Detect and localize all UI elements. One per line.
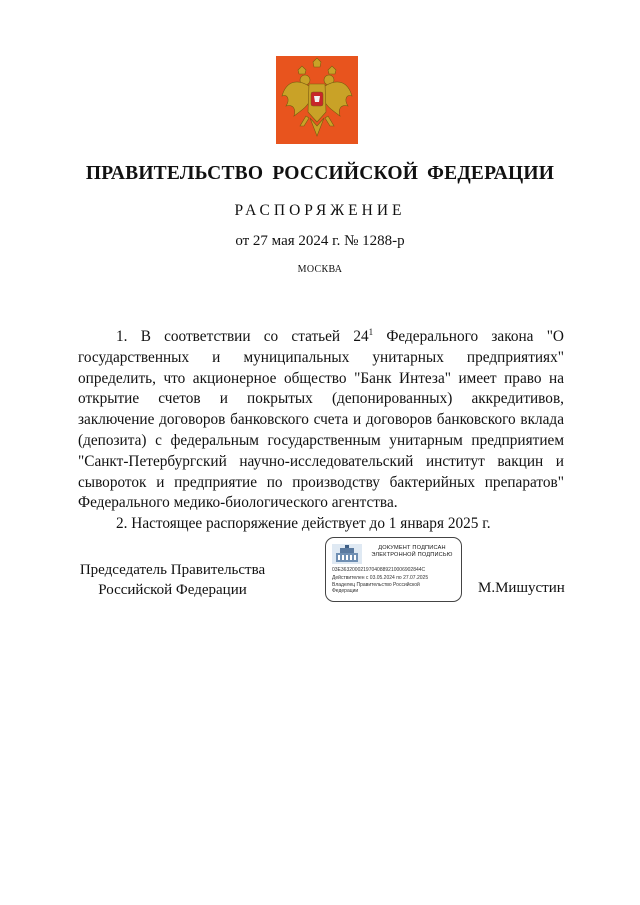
- stamp-title: [366, 545, 458, 559]
- government-building-icon: [332, 544, 362, 564]
- document-place: МОСКВА: [297, 264, 343, 275]
- signatory-position: [60, 560, 285, 600]
- paragraph-1-start: 1. В соответствии со статьей 24: [116, 328, 369, 345]
- coat-of-arms-emblem: [276, 56, 358, 144]
- stamp-title-line-2: ЭЛЕКТРОННОЙ ПОДПИСЬЮ: [371, 552, 453, 558]
- paragraph-1-rest: Федерального закона "О государственных и муниципальных унитарных предприятиях" определить, что акционерное общество "Банк Интеза" имеет право на открытие счетов и покрытых (депонированных) аккредитивов, заключение договоров банковского счета и договоров банковского вклада (депозита) с федеральным государственным унитарным предприятием "Санкт-Петербургский научно-исследовательский институт вакцин и сывороток и предприятие по производству бактерийных препаратов" Федерального медико-биологического агентства.: [78, 328, 564, 512]
- stamp-validity: Действителен с 03.05.2024 по 27.07.2025: [332, 575, 429, 581]
- signatory-name: М.Мишустин: [478, 580, 565, 596]
- stamp-certificate-serial: 03E36320002197040889210006902844C: [332, 567, 426, 573]
- signatory-position-line-2: Российской Федерации: [98, 582, 247, 598]
- stamp-title-line-1: ДОКУМЕНТ ПОДПИСАН: [378, 545, 446, 551]
- stamp-owner-line-2: Федерации: [332, 588, 359, 594]
- paragraph-1: [78, 327, 564, 514]
- paragraph-2: 2. Настоящее распоряжение действует до 1 января 2025 г.: [116, 515, 491, 533]
- document-date-number: от 27 мая 2024 г. № 1288-р: [235, 233, 405, 249]
- article-superscript: 1: [368, 326, 374, 337]
- government-title: ПРАВИТЕЛЬСТВО РОССИЙСКОЙ ФЕДЕРАЦИИ: [85, 163, 555, 184]
- document-body: [78, 327, 564, 535]
- document-type: РАСПОРЯЖЕНИЕ: [234, 202, 406, 219]
- stamp-owner-line-1: Владелец Правительство Российской: [332, 582, 420, 588]
- signatory-position-line-1: Председатель Правительства: [79, 562, 266, 578]
- electronic-signature-stamp: [325, 537, 462, 602]
- double-headed-eagle-icon: [276, 56, 358, 144]
